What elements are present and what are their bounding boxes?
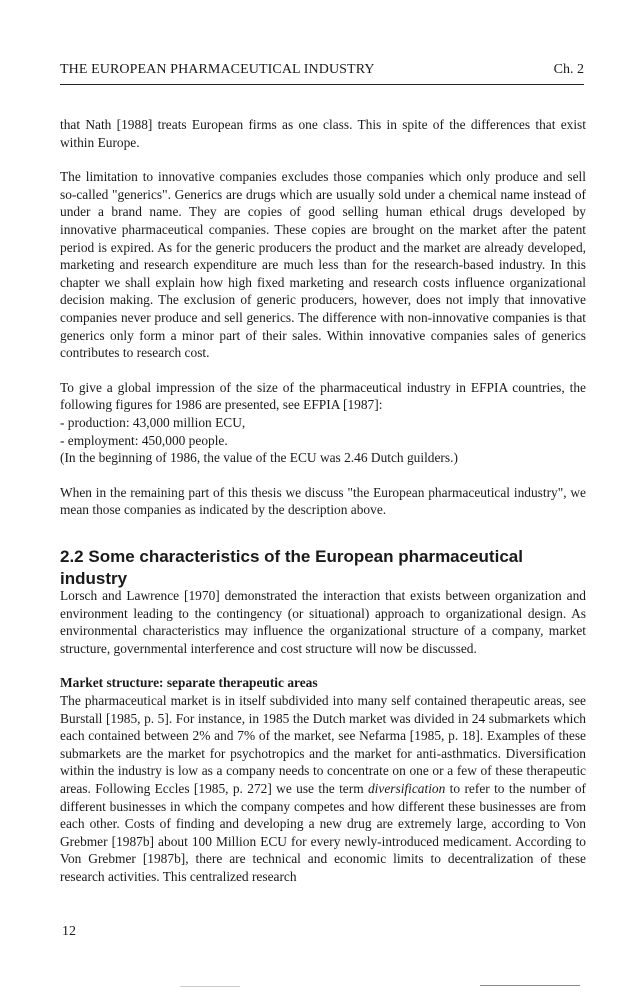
list-item-production: - production: 43,000 million ECU,	[60, 414, 246, 430]
ecu-note: (In the beginning of 1986, the value of the ECU was 2.46 Dutch guilders.)	[60, 450, 458, 466]
paragraph-4: When in the remaining part of this thesis we discuss "the European pharmaceutical industry", we mean those companies as indicated by the description above.	[60, 484, 586, 518]
page-number: 12	[62, 924, 76, 939]
paragraph-2: The limitation to innovative companies excludes those companies which only produce and sell so-called "generics". Generics are drugs which are usually sold under a chemical name instead of under a brand name. They are copies of good selling human ethical drugs developed by innovative pharmaceutical companies. These copies are brought on the market after the patent period is expired. As for the generic producers the product and the market are already developed, marketing and research expenditure are much less than for the research-based industry. In this chapter we shall explain how high fixed marketing and research costs influence organizational decision making. The exclusion of generic producers, however, does not imply that innovative companies never produce and sell generics. The difference with non-innovative companies is that generics only form a minor part of their sales. Within innovative companies sales of generics contributes to research cost.	[60, 169, 586, 361]
paragraph-6-part-b: to refer to the number of different businesses in which the company competes and how different these businesses are from each other. Costs of finding and developing a new drug are extremely large, according to Von Grebmer [1987b] about 100 Million ECU for every newly-introduced medicament. According to Von Grebmer [1987b], there are technical and economic limits to decentralization of these research activities. This centralized research	[60, 780, 586, 884]
scan-artifact-line-faint	[180, 986, 240, 987]
section-heading: 2.2 Some characteristics of the European pharmaceutical industry	[60, 547, 523, 588]
subheading-market-structure: Market structure: separate therapeutic areas	[60, 675, 318, 691]
paragraph-6	[60, 692, 586, 886]
list-item-employment: - employment: 450,000 people.	[60, 432, 228, 448]
paragraph-3: To give a global impression of the size of the pharmaceutical industry in EFPIA countries, the following figures for 1986 are presented, see EFPIA [1987]:	[60, 379, 586, 413]
body-text-bottom	[60, 587, 586, 886]
scan-artifact-line	[480, 985, 580, 986]
running-head	[60, 62, 584, 82]
header-rule	[60, 84, 584, 85]
paragraph-6-part-a: The pharmaceutical market is in itself subdivided into many self contained therapeutic areas, see Burstall [1985, p. 5]. For instance, in 1985 the Dutch market was divided in 24 submarkets which each contained between 2% and 7% of the market, see Nefarma [1985, p. 18]. Examples of these submarkets are the market for psychotropics and the market for anti-asthmatics. Diversification within the industry is low as a company needs to concentrate on one or a few of these therapeutic areas. Following Eccles [1985, p. 272] we use the term	[60, 692, 586, 796]
paragraph-5: Lorsch and Lawrence [1970] demonstrated the interaction that exists between organization and environment leading to the contingency (or situational) approach to organizational design. As environmental characteristics may influence the organizational structure of a company, market structure, governmental interference and cost structure will now be discussed.	[60, 588, 586, 656]
running-head-title: THE EUROPEAN PHARMACEUTICAL INDUSTRY	[60, 62, 375, 77]
body-text-top	[60, 116, 586, 519]
chapter-label: Ch. 2	[553, 62, 584, 77]
term-diversification: diversification	[367, 780, 446, 796]
paragraph-1: that Nath [1988] treats European firms as one class. This in spite of the differences that exist within Europe.	[60, 117, 586, 150]
